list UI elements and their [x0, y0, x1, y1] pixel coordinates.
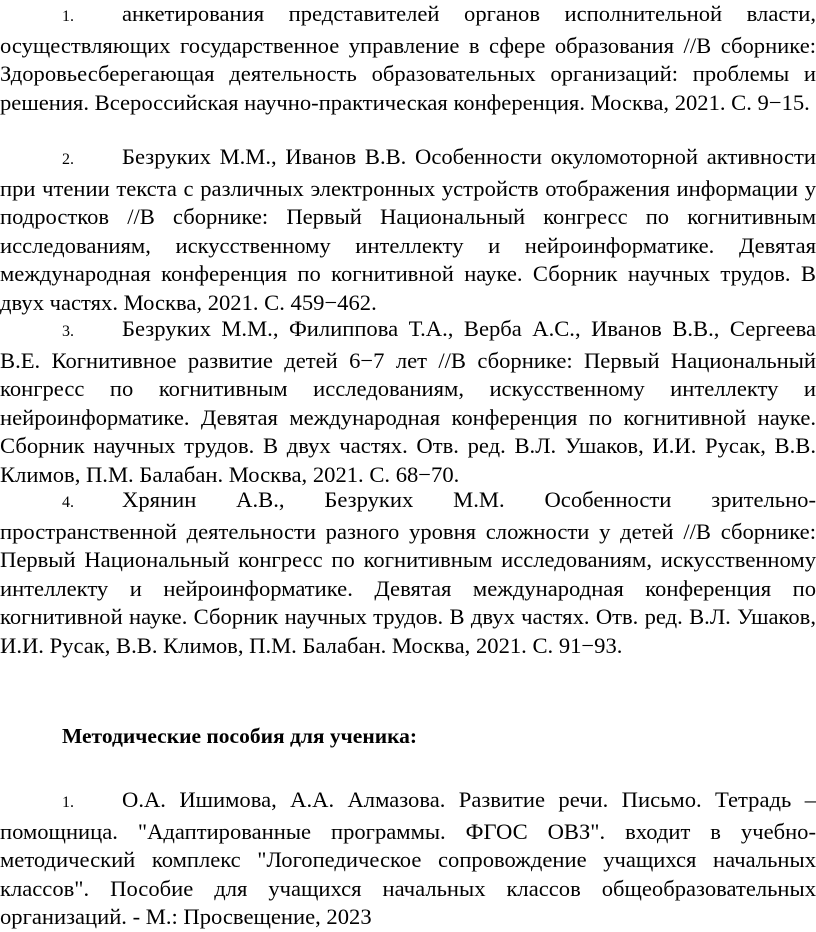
reference-text: Безруких М.М., Филиппова Т.А., Верба А.С., Иванов В.В., Сергеева В.Е. Когнитивное развитие детей 6−7 лет //В сборнике: Первый Национальный конгресс по когнитивным исследованиям, искусственному интеллекту и нейроинформатике. Девятая международная конференция по когнитивной науке. Сборник научных трудов. В двух частях. Отв. ред. В.Л. Ушаков, И.И. Русак, В.В. Климов, П.М. Балабан. Москва, 2021. С. 68−70. [0, 316, 816, 487]
reference-item-3 [0, 315, 816, 490]
reference-text: Хрянин А.В., Безруких М.М. Особенности зрительно-пространственной деятельности разного уровня сложности у детей //В сборнике: Первый Национальный конгресс по когнитивным исследованиям, искусственному интеллекту и нейроинформатике. Девятая международная конференция по когнитивной науке. Сборник научных трудов. В двух частях. Отв. ред. В.Л. Ушаков, И.И. Русак, В.В. Климов, П.М. Балабан. Москва, 2021. С. 91−93. [0, 487, 816, 658]
reference-text: О.А. Ишимова, А.А. Алмазова. Развитие речи. Письмо. Тетрадь – помощница. "Адаптированные программы. ФГОС ОВЗ". входит в учебно-методический комплекс "Логопедическое сопровождение учащихся начальных классов". Пособие для учащихся начальных классов общеобразовательных организаций. - М.: Просвещение, 2023 [0, 787, 816, 930]
reference-item-1 [0, 0, 816, 117]
reference-text: Безруких М.М., Иванов В.В. Особенности окуломоторной активности при чтении текста с различных электронных устройств отображения информации у подростков //В сборнике: Первый Национальный конгресс по когнитивным исследованиям, искусственному интеллекту и нейроинформатике. Девятая международная конференция по когнитивной науке. Сборник научных трудов. В двух частях. Москва, 2021. С. 459−462. [0, 144, 816, 315]
reference-number: 1. [62, 8, 74, 25]
reference-item-2 [0, 143, 816, 318]
reference-number: 1. [62, 794, 74, 811]
section-heading: Методические пособия для ученика: [62, 724, 418, 748]
reference-number: 3. [62, 323, 74, 340]
reference-number: 2. [62, 151, 74, 168]
student-reference-item-1 [0, 786, 816, 932]
reference-text: анкетирования представителей органов исполнительной власти, осуществляющих государственное управление в сфере образования //В сборнике: Здоровьесберегающая деятельность образовательных организаций: проблемы и решения. Всероссийская научно-практическая конференция. Москва, 2021. С. 9−15. [0, 1, 816, 115]
reference-number: 4. [62, 494, 74, 511]
reference-item-4 [0, 486, 816, 661]
